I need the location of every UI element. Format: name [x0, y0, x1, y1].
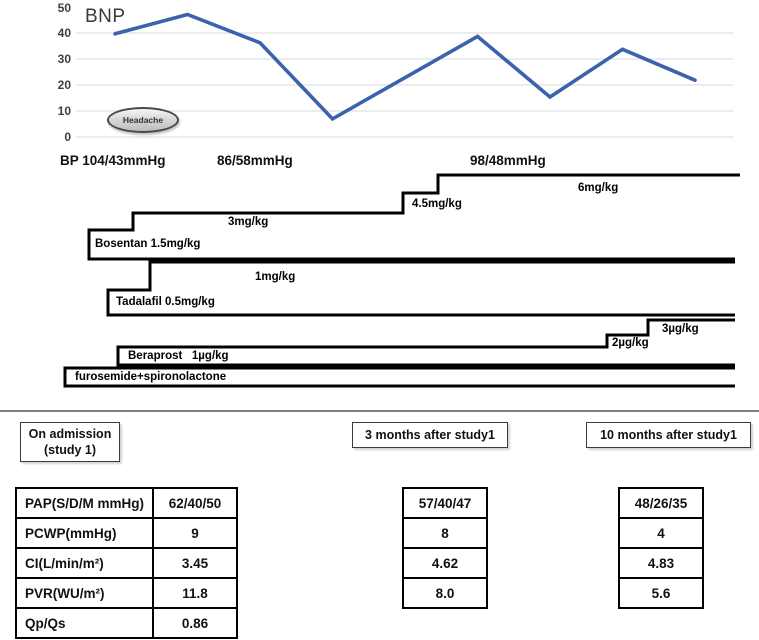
bnp-series-line — [115, 15, 695, 119]
row-label-pap: PAP(S/D/M mmHg) — [16, 488, 153, 518]
ten-months-table — [618, 487, 704, 609]
headache-label: Headache — [122, 115, 164, 125]
row-value-pvr: 11.8 — [153, 578, 237, 608]
y-tick-20: 20 — [57, 78, 71, 92]
period-box-10-months — [586, 422, 751, 448]
tadalafil-label: Tadalafil 0.5mg/kg — [116, 296, 215, 308]
table-row — [403, 518, 487, 548]
table-row — [403, 548, 487, 578]
beraprost-label: Beraprost 1µg/kg — [128, 350, 229, 362]
table-row — [16, 518, 237, 548]
y-tick-50: 50 — [57, 1, 71, 15]
bosentan-dose-4-5: 4.5mg/kg — [412, 198, 462, 210]
period-box-admission — [20, 422, 120, 462]
three-months-table — [402, 487, 488, 609]
value-pvr-3mo: 8.0 — [403, 578, 487, 608]
y-tick-10: 10 — [57, 104, 71, 118]
table-row — [16, 548, 237, 578]
medication-timeline — [0, 170, 759, 396]
row-value-ci: 3.45 — [153, 548, 237, 578]
medication-steps — [0, 170, 759, 396]
value-pcwp-3mo: 8 — [403, 518, 487, 548]
table-row — [16, 488, 237, 518]
bosentan-label: Bosentan 1.5mg/kg — [95, 238, 201, 250]
admission-table — [15, 487, 238, 639]
table-row — [403, 488, 487, 518]
y-tick-30: 30 — [57, 52, 71, 66]
beraprost-dose-3: 3µg/kg — [662, 323, 699, 335]
row-label-pvr: PVR(WU/m²) — [16, 578, 153, 608]
value-pvr-10mo: 5.6 — [619, 578, 703, 608]
value-ci-10mo: 4.83 — [619, 548, 703, 578]
beraprost-dose-2: 2µg/kg — [612, 337, 649, 349]
table-row — [619, 548, 703, 578]
section-divider — [0, 410, 759, 412]
table-row — [16, 608, 237, 638]
value-pap-3mo: 57/40/47 — [403, 488, 487, 518]
table-row — [619, 578, 703, 608]
row-value-pcwp: 9 — [153, 518, 237, 548]
period-3-months-label: 3 months after study1 — [365, 428, 495, 442]
y-tick-40: 40 — [57, 26, 71, 40]
furosemide-label: furosemide+spironolactone — [75, 371, 227, 383]
bosentan-dose-3: 3mg/kg — [228, 216, 269, 228]
table-row — [16, 578, 237, 608]
row-value-qpqs: 0.86 — [153, 608, 237, 638]
bnp-chart — [0, 0, 759, 152]
period-admission-line1: On admission — [28, 427, 112, 441]
bosentan-dose-6: 6mg/kg — [578, 182, 619, 194]
table-row — [619, 518, 703, 548]
value-pcwp-10mo: 4 — [619, 518, 703, 548]
tadalafil-dose-1: 1mg/kg — [255, 271, 296, 283]
headache-callout — [107, 107, 179, 133]
table-row — [403, 578, 487, 608]
table-row — [619, 488, 703, 518]
row-label-pcwp: PCWP(mmHg) — [16, 518, 153, 548]
row-value-pap: 62/40/50 — [153, 488, 237, 518]
row-label-ci: CI(L/min/m²) — [16, 548, 153, 578]
y-tick-0: 0 — [64, 130, 71, 144]
bp-reading-late: 98/48mmHg — [470, 153, 546, 168]
period-box-3-months — [352, 422, 508, 448]
period-admission-line2: (study 1) — [43, 443, 97, 457]
value-pap-10mo: 48/26/35 — [619, 488, 703, 518]
bp-reading-mid: 86/58mmHg — [217, 153, 293, 168]
period-10-months-label: 10 months after study1 — [600, 428, 737, 442]
bp-reading-admission: BP 104/43mmHg — [60, 153, 166, 168]
value-ci-3mo: 4.62 — [403, 548, 487, 578]
row-label-qpqs: Qp/Qs — [16, 608, 153, 638]
chart-title: BNP — [85, 6, 126, 27]
